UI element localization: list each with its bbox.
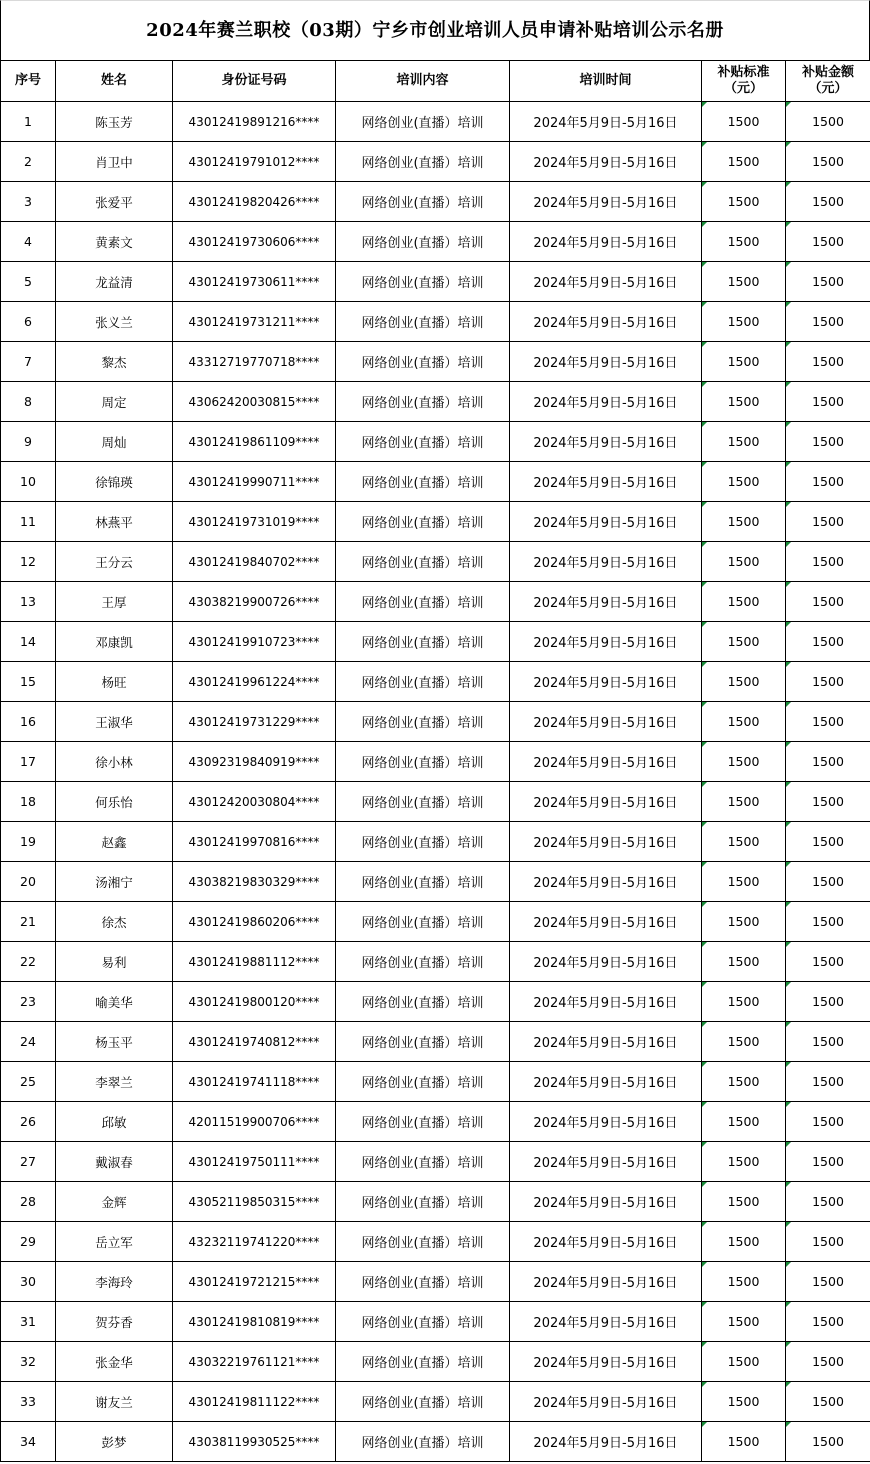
cell-training-content: 网络创业(直播）培训 [336, 622, 510, 662]
cell-seq: 32 [1, 1342, 56, 1382]
cell-subsidy-amount: 1500 [786, 902, 870, 942]
cell-name: 周灿 [56, 422, 173, 462]
cell-training-content: 网络创业(直播）培训 [336, 342, 510, 382]
table-row [1, 342, 870, 382]
table-row [1, 1062, 870, 1102]
cell-training-content: 网络创业(直播）培训 [336, 1422, 510, 1462]
cell-id-number: 43038219830329**** [173, 862, 336, 902]
cell-training-time: 2024年5月9日-5月16日 [510, 182, 702, 222]
table-row [1, 422, 870, 462]
cell-subsidy-standard: 1500 [702, 1302, 786, 1342]
cell-seq: 13 [1, 582, 56, 622]
cell-subsidy-amount: 1500 [786, 782, 870, 822]
cell-seq: 6 [1, 302, 56, 342]
cell-seq: 4 [1, 222, 56, 262]
cell-subsidy-standard: 1500 [702, 502, 786, 542]
cell-subsidy-amount: 1500 [786, 302, 870, 342]
table-row [1, 1262, 870, 1302]
cell-name: 肖卫中 [56, 142, 173, 182]
cell-name: 张义兰 [56, 302, 173, 342]
header-content: 培训内容 [336, 61, 510, 102]
table-row [1, 822, 870, 862]
cell-training-time: 2024年5月9日-5月16日 [510, 302, 702, 342]
cell-subsidy-amount: 1500 [786, 342, 870, 382]
cell-training-time: 2024年5月9日-5月16日 [510, 1222, 702, 1262]
table-row [1, 102, 870, 142]
table-row [1, 502, 870, 542]
cell-id-number: 43038219900726**** [173, 582, 336, 622]
cell-seq: 27 [1, 1142, 56, 1182]
cell-name: 张金华 [56, 1342, 173, 1382]
table-row [1, 582, 870, 622]
cell-subsidy-standard: 1500 [702, 382, 786, 422]
cell-id-number: 43012419741118**** [173, 1062, 336, 1102]
cell-subsidy-standard: 1500 [702, 542, 786, 582]
cell-subsidy-standard: 1500 [702, 942, 786, 982]
cell-subsidy-amount: 1500 [786, 462, 870, 502]
table-row [1, 1342, 870, 1382]
header-standard-line1: 补贴标准 [717, 65, 770, 80]
cell-training-time: 2024年5月9日-5月16日 [510, 462, 702, 502]
header-amount [786, 61, 870, 102]
cell-name: 李海玲 [56, 1262, 173, 1302]
table-row [1, 462, 870, 502]
cell-subsidy-amount: 1500 [786, 542, 870, 582]
cell-subsidy-standard: 1500 [702, 822, 786, 862]
cell-seq: 29 [1, 1222, 56, 1262]
cell-training-content: 网络创业(直播）培训 [336, 1102, 510, 1142]
cell-name: 王分云 [56, 542, 173, 582]
cell-training-content: 网络创业(直播）培训 [336, 942, 510, 982]
cell-id-number: 43052119850315**** [173, 1182, 336, 1222]
cell-name: 戴淑春 [56, 1142, 173, 1182]
table-body [1, 102, 870, 1462]
cell-training-content: 网络创业(直播）培训 [336, 1222, 510, 1262]
table-row [1, 222, 870, 262]
cell-id-number: 43012419750111**** [173, 1142, 336, 1182]
cell-subsidy-standard: 1500 [702, 262, 786, 302]
cell-subsidy-standard: 1500 [702, 422, 786, 462]
cell-subsidy-amount: 1500 [786, 622, 870, 662]
cell-training-content: 网络创业(直播）培训 [336, 142, 510, 182]
cell-subsidy-standard: 1500 [702, 182, 786, 222]
cell-training-time: 2024年5月9日-5月16日 [510, 342, 702, 382]
cell-id-number: 43012419970816**** [173, 822, 336, 862]
cell-seq: 25 [1, 1062, 56, 1102]
cell-subsidy-amount: 1500 [786, 662, 870, 702]
cell-subsidy-amount: 1500 [786, 142, 870, 182]
cell-subsidy-standard: 1500 [702, 702, 786, 742]
cell-training-content: 网络创业(直播）培训 [336, 862, 510, 902]
table-row [1, 1422, 870, 1462]
cell-training-time: 2024年5月9日-5月16日 [510, 1142, 702, 1182]
cell-training-content: 网络创业(直播）培训 [336, 262, 510, 302]
table-row [1, 542, 870, 582]
header-name: 姓名 [56, 61, 173, 102]
cell-subsidy-amount: 1500 [786, 502, 870, 542]
cell-seq: 31 [1, 1302, 56, 1342]
cell-training-content: 网络创业(直播）培训 [336, 1302, 510, 1342]
cell-training-time: 2024年5月9日-5月16日 [510, 1422, 702, 1462]
cell-subsidy-standard: 1500 [702, 622, 786, 662]
cell-id-number: 43038119930525**** [173, 1422, 336, 1462]
cell-name: 邱敏 [56, 1102, 173, 1142]
cell-name: 邓康凯 [56, 622, 173, 662]
cell-id-number: 43012419730611**** [173, 262, 336, 302]
cell-seq: 17 [1, 742, 56, 782]
cell-training-content: 网络创业(直播）培训 [336, 1342, 510, 1382]
table-row [1, 382, 870, 422]
cell-training-time: 2024年5月9日-5月16日 [510, 1102, 702, 1142]
cell-name: 贺芬香 [56, 1302, 173, 1342]
table-row [1, 182, 870, 222]
cell-training-content: 网络创业(直播）培训 [336, 1262, 510, 1302]
cell-training-content: 网络创业(直播）培训 [336, 702, 510, 742]
cell-subsidy-standard: 1500 [702, 1422, 786, 1462]
cell-subsidy-amount: 1500 [786, 1182, 870, 1222]
cell-id-number: 43012419861109**** [173, 422, 336, 462]
cell-training-time: 2024年5月9日-5月16日 [510, 782, 702, 822]
cell-training-time: 2024年5月9日-5月16日 [510, 262, 702, 302]
cell-name: 徐小林 [56, 742, 173, 782]
cell-training-content: 网络创业(直播）培训 [336, 302, 510, 342]
cell-id-number: 43012419860206**** [173, 902, 336, 942]
cell-subsidy-standard: 1500 [702, 662, 786, 702]
cell-subsidy-amount: 1500 [786, 1302, 870, 1342]
header-seq: 序号 [1, 61, 56, 102]
cell-seq: 8 [1, 382, 56, 422]
cell-training-content: 网络创业(直播）培训 [336, 542, 510, 582]
cell-subsidy-amount: 1500 [786, 1022, 870, 1062]
cell-id-number: 43012419730606**** [173, 222, 336, 262]
cell-training-content: 网络创业(直播）培训 [336, 1022, 510, 1062]
cell-training-time: 2024年5月9日-5月16日 [510, 142, 702, 182]
cell-subsidy-amount: 1500 [786, 422, 870, 462]
cell-id-number: 43012419820426**** [173, 182, 336, 222]
table-row [1, 742, 870, 782]
cell-id-number: 43012419891216**** [173, 102, 336, 142]
cell-training-content: 网络创业(直播）培训 [336, 222, 510, 262]
cell-training-content: 网络创业(直播）培训 [336, 1142, 510, 1182]
cell-training-time: 2024年5月9日-5月16日 [510, 222, 702, 262]
cell-subsidy-amount: 1500 [786, 102, 870, 142]
header-id: 身份证号码 [173, 61, 336, 102]
cell-seq: 2 [1, 142, 56, 182]
cell-seq: 30 [1, 1262, 56, 1302]
page-title: 2024年赛兰职校（03期）宁乡市创业培训人员申请补贴培训公示名册 [0, 0, 870, 60]
cell-training-content: 网络创业(直播）培训 [336, 462, 510, 502]
cell-training-time: 2024年5月9日-5月16日 [510, 902, 702, 942]
cell-id-number: 43032219761121**** [173, 1342, 336, 1382]
cell-name: 汤湘宁 [56, 862, 173, 902]
cell-name: 张爱平 [56, 182, 173, 222]
table-row [1, 1022, 870, 1062]
cell-seq: 26 [1, 1102, 56, 1142]
table-row [1, 982, 870, 1022]
cell-seq: 15 [1, 662, 56, 702]
cell-id-number: 43012419910723**** [173, 622, 336, 662]
header-amount-line2: （元） [808, 81, 848, 96]
cell-subsidy-standard: 1500 [702, 1142, 786, 1182]
cell-training-time: 2024年5月9日-5月16日 [510, 942, 702, 982]
cell-subsidy-amount: 1500 [786, 702, 870, 742]
cell-training-content: 网络创业(直播）培训 [336, 182, 510, 222]
cell-training-content: 网络创业(直播）培训 [336, 782, 510, 822]
cell-training-time: 2024年5月9日-5月16日 [510, 1062, 702, 1102]
cell-seq: 33 [1, 1382, 56, 1422]
cell-training-time: 2024年5月9日-5月16日 [510, 1262, 702, 1302]
cell-subsidy-amount: 1500 [786, 1062, 870, 1102]
cell-subsidy-amount: 1500 [786, 1262, 870, 1302]
cell-seq: 18 [1, 782, 56, 822]
cell-training-time: 2024年5月9日-5月16日 [510, 382, 702, 422]
cell-name: 喻美华 [56, 982, 173, 1022]
cell-subsidy-amount: 1500 [786, 1342, 870, 1382]
cell-training-content: 网络创业(直播）培训 [336, 1382, 510, 1422]
cell-subsidy-standard: 1500 [702, 902, 786, 942]
cell-name: 黄素文 [56, 222, 173, 262]
cell-seq: 14 [1, 622, 56, 662]
cell-training-time: 2024年5月9日-5月16日 [510, 1022, 702, 1062]
cell-id-number: 43312719770718**** [173, 342, 336, 382]
cell-subsidy-amount: 1500 [786, 822, 870, 862]
cell-training-time: 2024年5月9日-5月16日 [510, 702, 702, 742]
cell-training-time: 2024年5月9日-5月16日 [510, 622, 702, 662]
cell-training-time: 2024年5月9日-5月16日 [510, 742, 702, 782]
cell-name: 林燕平 [56, 502, 173, 542]
table-row [1, 1382, 870, 1422]
table-row [1, 782, 870, 822]
header-standard-line2: （元） [723, 81, 763, 96]
cell-id-number: 43012419791012**** [173, 142, 336, 182]
cell-id-number: 43012419840702**** [173, 542, 336, 582]
table-row [1, 862, 870, 902]
table-row [1, 142, 870, 182]
cell-seq: 23 [1, 982, 56, 1022]
cell-subsidy-standard: 1500 [702, 1102, 786, 1142]
cell-subsidy-standard: 1500 [702, 302, 786, 342]
cell-subsidy-amount: 1500 [786, 982, 870, 1022]
cell-seq: 1 [1, 102, 56, 142]
cell-name: 王淑华 [56, 702, 173, 742]
table-row [1, 662, 870, 702]
cell-training-time: 2024年5月9日-5月16日 [510, 1342, 702, 1382]
cell-subsidy-amount: 1500 [786, 1102, 870, 1142]
cell-name: 杨玉平 [56, 1022, 173, 1062]
header-time: 培训时间 [510, 61, 702, 102]
cell-seq: 5 [1, 262, 56, 302]
cell-training-time: 2024年5月9日-5月16日 [510, 822, 702, 862]
cell-training-time: 2024年5月9日-5月16日 [510, 582, 702, 622]
table-row [1, 622, 870, 662]
cell-seq: 9 [1, 422, 56, 462]
cell-seq: 22 [1, 942, 56, 982]
cell-subsidy-standard: 1500 [702, 102, 786, 142]
cell-subsidy-standard: 1500 [702, 342, 786, 382]
cell-seq: 34 [1, 1422, 56, 1462]
table-row [1, 1182, 870, 1222]
cell-training-content: 网络创业(直播）培训 [336, 382, 510, 422]
cell-id-number: 43012419881112**** [173, 942, 336, 982]
cell-subsidy-amount: 1500 [786, 1222, 870, 1262]
cell-id-number: 43012419961224**** [173, 662, 336, 702]
cell-subsidy-standard: 1500 [702, 1022, 786, 1062]
cell-seq: 3 [1, 182, 56, 222]
cell-subsidy-standard: 1500 [702, 1062, 786, 1102]
table-row [1, 1142, 870, 1182]
cell-name: 王厚 [56, 582, 173, 622]
cell-name: 徐锦瑛 [56, 462, 173, 502]
cell-name: 赵鑫 [56, 822, 173, 862]
cell-subsidy-amount: 1500 [786, 222, 870, 262]
cell-name: 黎杰 [56, 342, 173, 382]
cell-subsidy-standard: 1500 [702, 142, 786, 182]
cell-training-content: 网络创业(直播）培训 [336, 1182, 510, 1222]
cell-seq: 20 [1, 862, 56, 902]
cell-training-time: 2024年5月9日-5月16日 [510, 662, 702, 702]
table-row [1, 1102, 870, 1142]
cell-training-time: 2024年5月9日-5月16日 [510, 1302, 702, 1342]
table-row [1, 302, 870, 342]
cell-subsidy-standard: 1500 [702, 222, 786, 262]
cell-name: 易利 [56, 942, 173, 982]
cell-id-number: 43012419800120**** [173, 982, 336, 1022]
cell-seq: 28 [1, 1182, 56, 1222]
cell-subsidy-amount: 1500 [786, 182, 870, 222]
cell-training-time: 2024年5月9日-5月16日 [510, 542, 702, 582]
cell-seq: 11 [1, 502, 56, 542]
cell-name: 周定 [56, 382, 173, 422]
cell-training-content: 网络创业(直播）培训 [336, 102, 510, 142]
cell-training-time: 2024年5月9日-5月16日 [510, 862, 702, 902]
cell-training-content: 网络创业(直播）培训 [336, 422, 510, 462]
cell-seq: 12 [1, 542, 56, 582]
cell-id-number: 43012419731211**** [173, 302, 336, 342]
cell-id-number: 43012419731019**** [173, 502, 336, 542]
cell-subsidy-standard: 1500 [702, 1262, 786, 1302]
cell-id-number: 43012419990711**** [173, 462, 336, 502]
cell-subsidy-amount: 1500 [786, 1142, 870, 1182]
cell-subsidy-standard: 1500 [702, 782, 786, 822]
cell-training-time: 2024年5月9日-5月16日 [510, 1182, 702, 1222]
cell-name: 杨旺 [56, 662, 173, 702]
cell-subsidy-amount: 1500 [786, 942, 870, 982]
cell-subsidy-amount: 1500 [786, 582, 870, 622]
cell-id-number: 43012419810819**** [173, 1302, 336, 1342]
cell-subsidy-standard: 1500 [702, 1182, 786, 1222]
header-amount-line1: 补贴金额 [801, 65, 854, 80]
cell-subsidy-amount: 1500 [786, 1382, 870, 1422]
cell-training-time: 2024年5月9日-5月16日 [510, 502, 702, 542]
cell-subsidy-standard: 1500 [702, 1342, 786, 1382]
cell-seq: 21 [1, 902, 56, 942]
cell-name: 岳立军 [56, 1222, 173, 1262]
cell-name: 金辉 [56, 1182, 173, 1222]
cell-training-time: 2024年5月9日-5月16日 [510, 1382, 702, 1422]
cell-id-number: 43012419811122**** [173, 1382, 336, 1422]
cell-id-number: 42011519900706**** [173, 1102, 336, 1142]
cell-id-number: 43012420030804**** [173, 782, 336, 822]
cell-training-content: 网络创业(直播）培训 [336, 1062, 510, 1102]
cell-training-time: 2024年5月9日-5月16日 [510, 422, 702, 462]
cell-subsidy-standard: 1500 [702, 462, 786, 502]
cell-training-content: 网络创业(直播）培训 [336, 502, 510, 542]
cell-subsidy-amount: 1500 [786, 262, 870, 302]
cell-name: 龙益清 [56, 262, 173, 302]
cell-name: 李翠兰 [56, 1062, 173, 1102]
cell-seq: 10 [1, 462, 56, 502]
cell-subsidy-standard: 1500 [702, 1222, 786, 1262]
cell-training-content: 网络创业(直播）培训 [336, 742, 510, 782]
cell-subsidy-amount: 1500 [786, 862, 870, 902]
header-standard [702, 61, 786, 102]
cell-subsidy-amount: 1500 [786, 382, 870, 422]
cell-name: 何乐怡 [56, 782, 173, 822]
cell-subsidy-standard: 1500 [702, 582, 786, 622]
table-row [1, 1222, 870, 1262]
cell-seq: 16 [1, 702, 56, 742]
cell-id-number: 43232119741220**** [173, 1222, 336, 1262]
cell-id-number: 43012419721215**** [173, 1262, 336, 1302]
cell-name: 徐杰 [56, 902, 173, 942]
table-row [1, 942, 870, 982]
cell-id-number: 43092319840919**** [173, 742, 336, 782]
cell-subsidy-standard: 1500 [702, 742, 786, 782]
cell-name: 陈玉芳 [56, 102, 173, 142]
cell-training-content: 网络创业(直播）培训 [336, 982, 510, 1022]
roster-table [0, 60, 870, 1462]
table-row [1, 902, 870, 942]
cell-subsidy-amount: 1500 [786, 742, 870, 782]
cell-training-content: 网络创业(直播）培训 [336, 662, 510, 702]
table-row [1, 1302, 870, 1342]
cell-name: 彭梦 [56, 1422, 173, 1462]
cell-name: 谢友兰 [56, 1382, 173, 1422]
table-row [1, 702, 870, 742]
cell-seq: 7 [1, 342, 56, 382]
cell-id-number: 43012419731229**** [173, 702, 336, 742]
cell-training-content: 网络创业(直播）培训 [336, 582, 510, 622]
table-header-row [1, 61, 870, 102]
cell-training-time: 2024年5月9日-5月16日 [510, 102, 702, 142]
cell-subsidy-standard: 1500 [702, 862, 786, 902]
cell-id-number: 43012419740812**** [173, 1022, 336, 1062]
cell-training-content: 网络创业(直播）培训 [336, 822, 510, 862]
cell-id-number: 43062420030815**** [173, 382, 336, 422]
cell-seq: 19 [1, 822, 56, 862]
cell-subsidy-amount: 1500 [786, 1422, 870, 1462]
table-row [1, 262, 870, 302]
cell-seq: 24 [1, 1022, 56, 1062]
cell-subsidy-standard: 1500 [702, 982, 786, 1022]
cell-training-content: 网络创业(直播）培训 [336, 902, 510, 942]
cell-subsidy-standard: 1500 [702, 1382, 786, 1422]
cell-training-time: 2024年5月9日-5月16日 [510, 982, 702, 1022]
